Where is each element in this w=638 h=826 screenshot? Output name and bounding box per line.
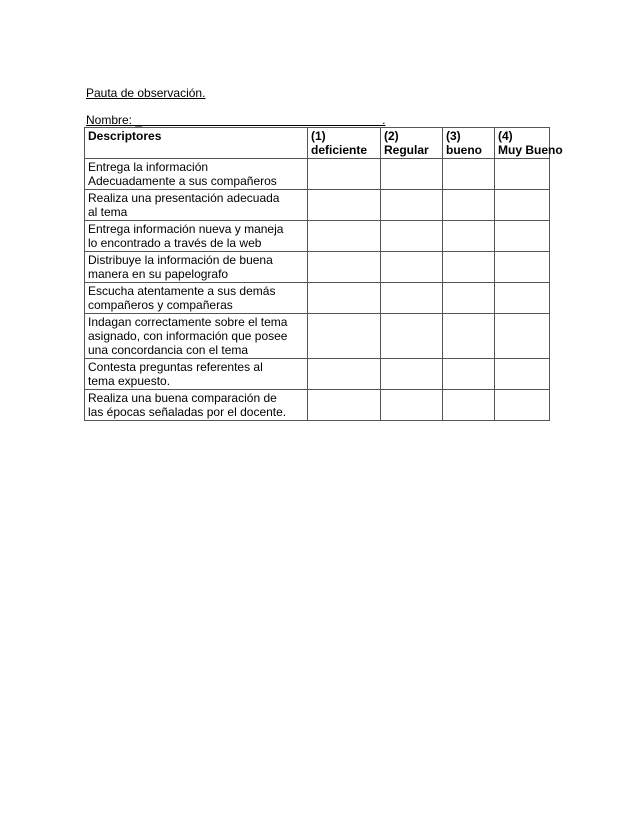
score-cell-3[interactable] — [443, 314, 495, 359]
score-cell-1[interactable] — [308, 283, 381, 314]
score-cell-2[interactable] — [381, 190, 443, 221]
name-blank: . — [142, 113, 386, 127]
descriptor-text-line: asignado, con información que posee — [88, 329, 288, 343]
name-label: Nombre: _ — [86, 113, 143, 127]
table-row — [85, 159, 550, 190]
table-body — [85, 159, 550, 421]
descriptor-text-line: Escucha atentamente a sus demás — [88, 284, 276, 298]
descriptor-text-line: Realiza una buena comparación de — [88, 391, 277, 405]
header-label: Muy Bueno — [498, 143, 563, 157]
score-cell-3[interactable] — [443, 252, 495, 283]
score-cell-1[interactable] — [308, 252, 381, 283]
descriptor-cell — [85, 390, 308, 421]
score-cell-3[interactable] — [443, 390, 495, 421]
table-row — [85, 221, 550, 252]
descriptor-cell — [85, 221, 308, 252]
score-cell-2[interactable] — [381, 252, 443, 283]
score-cell-1[interactable] — [308, 190, 381, 221]
score-cell-4[interactable] — [495, 390, 550, 421]
table-row — [85, 252, 550, 283]
header-score-1 — [308, 128, 381, 159]
score-cell-4[interactable] — [495, 252, 550, 283]
descriptor-cell — [85, 190, 308, 221]
score-cell-2[interactable] — [381, 283, 443, 314]
score-cell-1[interactable] — [308, 314, 381, 359]
score-cell-4[interactable] — [495, 314, 550, 359]
score-cell-1[interactable] — [308, 159, 381, 190]
header-label: Regular — [384, 143, 429, 157]
descriptor-cell — [85, 314, 308, 359]
descriptor-text-line: Entrega la información — [88, 160, 209, 174]
descriptor-cell — [85, 283, 308, 314]
table-row — [85, 283, 550, 314]
descriptor-text-line: Realiza una presentación adecuada — [88, 191, 280, 205]
score-cell-4[interactable] — [495, 359, 550, 390]
table-row — [85, 314, 550, 359]
descriptor-text-line: Distribuye la información de buena — [88, 253, 273, 267]
score-cell-1[interactable] — [308, 221, 381, 252]
descriptor-text-line: lo encontrado a través de la web — [88, 236, 262, 250]
header-descriptores — [85, 128, 308, 159]
score-cell-3[interactable] — [443, 190, 495, 221]
score-cell-1[interactable] — [308, 390, 381, 421]
header-number: (1) — [311, 129, 326, 143]
descriptor-text-line: Adecuadamente a sus compañeros — [88, 174, 277, 188]
score-cell-2[interactable] — [381, 359, 443, 390]
header-number: (4) — [498, 129, 513, 143]
descriptor-text-line: las épocas señaladas por el docente. — [88, 405, 287, 419]
score-cell-3[interactable] — [443, 221, 495, 252]
name-field-line — [86, 113, 385, 127]
score-cell-4[interactable] — [495, 283, 550, 314]
header-score-2 — [381, 128, 443, 159]
descriptor-text-line: al tema — [88, 205, 128, 219]
score-cell-3[interactable] — [443, 283, 495, 314]
score-cell-4[interactable] — [495, 159, 550, 190]
table-header-row — [85, 128, 550, 159]
header-label: bueno — [446, 143, 482, 157]
descriptor-text-line: Contesta preguntas referentes al — [88, 360, 263, 374]
descriptor-text-line: una concordancia con el tema — [88, 343, 249, 357]
header-score-3 — [443, 128, 495, 159]
descriptor-text-line: compañeros y compañeras — [88, 298, 233, 312]
score-cell-2[interactable] — [381, 314, 443, 359]
descriptor-cell — [85, 159, 308, 190]
score-cell-3[interactable] — [443, 359, 495, 390]
score-cell-4[interactable] — [495, 221, 550, 252]
header-label: deficiente — [311, 143, 368, 157]
score-cell-3[interactable] — [443, 159, 495, 190]
score-cell-2[interactable] — [381, 390, 443, 421]
score-cell-2[interactable] — [381, 221, 443, 252]
header-number: (3) — [446, 129, 461, 143]
table-row — [85, 390, 550, 421]
descriptor-text-line: tema expuesto. — [88, 374, 171, 388]
descriptor-text-line: Indagan correctamente sobre el tema — [88, 315, 288, 329]
table-row — [85, 359, 550, 390]
score-cell-4[interactable] — [495, 190, 550, 221]
descriptor-text-line: manera en su papelografo — [88, 267, 229, 281]
score-cell-2[interactable] — [381, 159, 443, 190]
score-cell-1[interactable] — [308, 359, 381, 390]
descriptor-cell — [85, 359, 308, 390]
document-title: Pauta de observación. — [86, 86, 206, 100]
descriptor-cell — [85, 252, 308, 283]
header-score-4 — [495, 128, 563, 159]
table-row — [85, 190, 550, 221]
header-label: Descriptores — [88, 129, 162, 143]
descriptor-text-line: Entrega información nueva y maneja — [88, 222, 284, 236]
header-number: (2) — [384, 129, 399, 143]
observation-rubric-table — [84, 127, 563, 421]
